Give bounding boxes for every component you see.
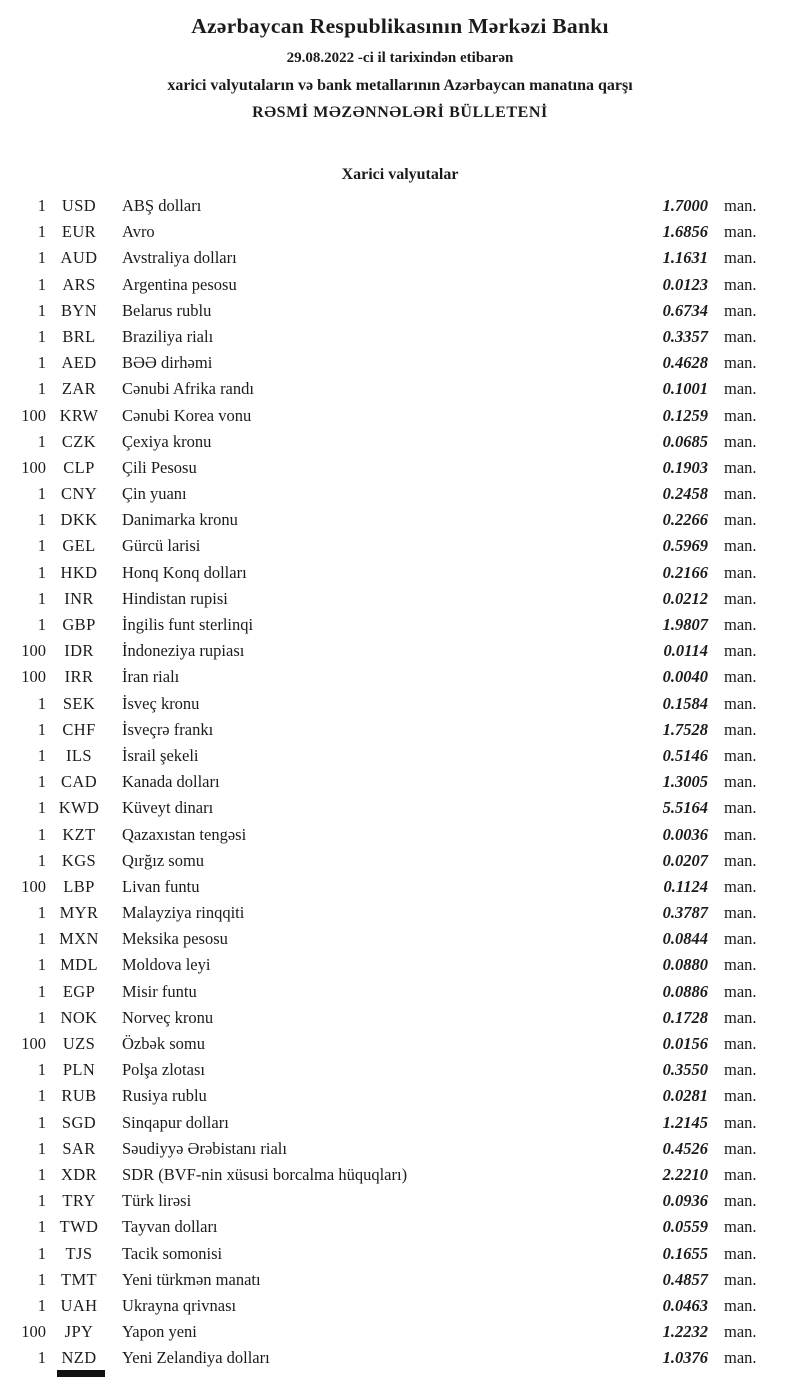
- currency-code: GEL: [62, 536, 96, 556]
- rate-unit: man.: [724, 693, 757, 713]
- rate-row: [0, 612, 770, 638]
- rate-unit: man.: [724, 1060, 757, 1080]
- quantity: 1: [37, 1191, 46, 1211]
- exchange-rate: 0.2458: [662, 484, 708, 504]
- rate-row: [0, 481, 770, 507]
- exchange-rate: 0.0685: [662, 431, 708, 451]
- quantity: 1: [37, 772, 46, 792]
- rate-row: [0, 193, 770, 219]
- quantity: 1: [37, 1060, 46, 1080]
- rate-row: [0, 769, 770, 795]
- quantity: 1: [37, 693, 46, 713]
- currency-code: ILS: [66, 745, 92, 765]
- currency-name: Çili Pesosu: [122, 457, 197, 477]
- currency-code: TMT: [60, 1269, 98, 1289]
- quantity: 1: [37, 615, 46, 634]
- rate-row: [0, 560, 770, 586]
- exchange-rate: 0.5969: [662, 536, 708, 556]
- rate-row: [0, 926, 770, 952]
- quantity: 1: [37, 850, 46, 870]
- currency-name: Gürcü larisi: [122, 536, 201, 556]
- rates-list: [0, 193, 800, 1371]
- rate-unit: man.: [724, 641, 757, 661]
- rate-row: [0, 533, 770, 559]
- currency-name: SDR (BVF-nin xüsusi borcalma hüquqları): [122, 1164, 408, 1184]
- currency-name: Misir funtu: [122, 981, 197, 1001]
- currency-code: JPY: [64, 1322, 94, 1342]
- currency-code: ARS: [62, 274, 96, 294]
- rate-unit: man.: [724, 1295, 757, 1315]
- currency-code: CZK: [61, 431, 97, 451]
- exchange-rate: 0.4526: [662, 1138, 708, 1158]
- currency-code: PLN: [62, 1060, 96, 1080]
- rate-row: [0, 952, 770, 978]
- rate-unit: man.: [724, 326, 757, 346]
- exchange-rate: 0.1728: [662, 1007, 708, 1027]
- rate-unit: man.: [724, 824, 757, 844]
- quantity: 1: [37, 903, 46, 923]
- quantity: 1: [37, 510, 46, 530]
- currency-name: İngilis funt sterlinqi: [122, 615, 254, 634]
- currency-name: Livan funtu: [122, 876, 200, 896]
- currency-code: ZAR: [61, 379, 97, 399]
- currency-code: KRW: [59, 405, 99, 425]
- quantity: 1: [37, 1348, 46, 1368]
- rate-unit: man.: [724, 1191, 757, 1211]
- rate-unit: man.: [724, 1217, 757, 1237]
- rate-row: [0, 455, 770, 481]
- rate-row: [0, 979, 770, 1005]
- rate-unit: man.: [724, 1138, 757, 1158]
- rate-unit: man.: [724, 588, 757, 608]
- currency-code: RUB: [61, 1086, 97, 1106]
- currency-code: EUR: [61, 222, 97, 242]
- currency-name: Özbək somu: [122, 1034, 205, 1053]
- rate-unit: man.: [724, 405, 757, 425]
- rate-row: [0, 1319, 770, 1345]
- rate-unit: man.: [724, 1269, 757, 1289]
- exchange-rate: 0.0123: [662, 274, 708, 294]
- currency-code: NZD: [61, 1348, 97, 1368]
- currency-code: TWD: [59, 1217, 99, 1237]
- quantity: 1: [37, 1243, 46, 1263]
- quantity: 1: [37, 981, 46, 1001]
- rate-row: [0, 1214, 770, 1240]
- rate-row: [0, 1267, 770, 1293]
- section-title-foreign-currencies: Xarici valyutalar: [341, 166, 459, 183]
- quantity: 1: [37, 536, 46, 556]
- quantity: 100: [21, 667, 46, 687]
- rate-unit: man.: [724, 1348, 757, 1368]
- exchange-rate: 0.4857: [662, 1269, 708, 1289]
- rate-row: [0, 900, 770, 926]
- quantity: 100: [21, 457, 46, 477]
- exchange-rate: 0.0844: [662, 929, 708, 949]
- exchange-rate: 0.2266: [662, 510, 708, 530]
- rate-row: [0, 1345, 770, 1371]
- rate-row: [0, 324, 770, 350]
- rate-unit: man.: [724, 1322, 757, 1342]
- currency-name: Avstraliya dolları: [122, 248, 237, 268]
- currency-name: Küveyt dinarı: [122, 798, 214, 818]
- currency-name: İsveç kronu: [122, 693, 200, 713]
- currency-code: KGS: [61, 850, 97, 870]
- rate-row: [0, 717, 770, 743]
- exchange-rate: 1.2145: [662, 1112, 708, 1132]
- currency-code: MDL: [60, 955, 98, 975]
- rate-row: [0, 664, 770, 690]
- currency-code: TRY: [62, 1191, 96, 1211]
- exchange-rate: 0.1655: [662, 1243, 708, 1263]
- exchange-rate: 0.0114: [663, 641, 708, 661]
- currency-code: CLP: [63, 457, 95, 477]
- exchange-rate: 0.0212: [662, 588, 708, 608]
- currency-name: Qırğız somu: [122, 850, 205, 870]
- rate-row: [0, 848, 770, 874]
- rate-unit: man.: [724, 1007, 757, 1027]
- rate-unit: man.: [724, 745, 757, 765]
- currency-code: UZS: [62, 1034, 96, 1053]
- quantity: 1: [37, 326, 46, 346]
- rate-unit: man.: [724, 772, 757, 792]
- quantity: 1: [37, 1007, 46, 1027]
- exchange-rate: 0.5146: [662, 745, 708, 765]
- rate-row: [0, 1241, 770, 1267]
- currency-name: Cənubi Afrika randı: [122, 379, 254, 399]
- exchange-rate: 0.2166: [662, 562, 708, 582]
- exchange-rate: 0.0559: [662, 1217, 708, 1237]
- bank-title: Azərbaycan Respublikasının Mərkəzi Bankı: [191, 14, 609, 38]
- currency-code: BYN: [60, 300, 98, 320]
- exchange-rate: 0.6734: [662, 300, 708, 320]
- currency-name: Yeni Zelandiya dolları: [122, 1348, 270, 1368]
- rate-row: [0, 429, 770, 455]
- rate-row: [0, 403, 770, 429]
- rate-row: [0, 272, 770, 298]
- currency-name: Tayvan dolları: [122, 1217, 218, 1237]
- quantity: 1: [37, 196, 46, 215]
- exchange-rate: 0.3357: [662, 326, 708, 346]
- rate-unit: man.: [724, 484, 757, 504]
- currency-name: Yapon yeni: [122, 1322, 197, 1342]
- currency-code: AED: [61, 353, 97, 373]
- currency-name: İsveçrə frankı: [122, 719, 214, 739]
- currency-name: Argentina pesosu: [122, 274, 237, 294]
- exchange-rate: 0.1903: [662, 457, 708, 477]
- currency-name: İndoneziya rupiası: [122, 641, 245, 661]
- currency-name: Çin yuanı: [122, 484, 187, 504]
- currency-name: Braziliya rialı: [122, 326, 214, 346]
- quantity: 100: [21, 1034, 46, 1053]
- exchange-rate: 1.0376: [662, 1348, 708, 1368]
- currency-name: Kanada dolları: [122, 772, 220, 792]
- rate-row: [0, 1083, 770, 1109]
- currency-code: UAH: [60, 1295, 98, 1315]
- currency-code: IDR: [64, 641, 94, 661]
- currency-name: Cənubi Korea vonu: [122, 405, 252, 425]
- rate-row: [0, 1057, 770, 1083]
- effective-date-line: 29.08.2022 -ci il tarixindən etibarən: [286, 50, 514, 66]
- rate-row: [0, 795, 770, 821]
- currency-code: SAR: [62, 1138, 96, 1158]
- rate-unit: man.: [724, 510, 757, 530]
- quantity: 1: [37, 1295, 46, 1315]
- quantity: 1: [37, 1217, 46, 1237]
- rate-row: [0, 1005, 770, 1031]
- rate-unit: man.: [724, 379, 757, 399]
- exchange-rate: 0.1259: [662, 405, 708, 425]
- exchange-rate: 0.0463: [662, 1295, 708, 1315]
- rate-unit: man.: [724, 955, 757, 975]
- rate-row: [0, 1110, 770, 1136]
- currency-name: Norveç kronu: [122, 1007, 214, 1027]
- quantity: 1: [37, 379, 46, 399]
- rate-row: [0, 1136, 770, 1162]
- exchange-rate: 0.0936: [662, 1191, 708, 1211]
- rate-unit: man.: [724, 667, 757, 687]
- quantity: 1: [37, 1164, 46, 1184]
- exchange-rate: 0.0886: [662, 981, 708, 1001]
- currency-name: Türk lirəsi: [122, 1191, 192, 1211]
- currency-code: CHF: [62, 719, 96, 739]
- subtitle-line-2: RƏSMİ MƏZƏNNƏLƏRİ BÜLLETENİ: [252, 104, 548, 121]
- rate-unit: man.: [724, 876, 757, 896]
- quantity: 1: [37, 484, 46, 504]
- currency-name: Hindistan rupisi: [122, 588, 228, 608]
- quantity: 1: [37, 1269, 46, 1289]
- rate-unit: man.: [724, 222, 757, 242]
- rate-unit: man.: [724, 562, 757, 582]
- exchange-rate: 1.7528: [662, 719, 708, 739]
- quantity: 1: [37, 1086, 46, 1106]
- rate-unit: man.: [724, 798, 757, 818]
- currency-name: Ukrayna qrivnası: [122, 1295, 237, 1315]
- exchange-rate: 0.0207: [662, 850, 708, 870]
- currency-name: Avro: [122, 222, 155, 242]
- currency-name: Meksika pesosu: [122, 929, 228, 949]
- currency-name: ABŞ dolları: [122, 196, 202, 215]
- rate-unit: man.: [724, 719, 757, 739]
- currency-name: Rusiya rublu: [122, 1086, 207, 1106]
- currency-code: CNY: [60, 484, 98, 504]
- rate-unit: man.: [724, 1112, 757, 1132]
- currency-code: BRL: [62, 326, 96, 346]
- exchange-rate: 0.1001: [662, 379, 708, 399]
- quantity: 1: [37, 955, 46, 975]
- rate-row: [0, 245, 770, 271]
- rate-row: [0, 691, 770, 717]
- currency-code: LBP: [63, 876, 95, 896]
- rate-unit: man.: [724, 1164, 757, 1184]
- rate-unit: man.: [724, 1243, 757, 1263]
- exchange-rate: 1.6856: [662, 222, 708, 242]
- rate-unit: man.: [724, 274, 757, 294]
- exchange-rate: 0.1124: [663, 876, 708, 896]
- rate-row: [0, 219, 770, 245]
- currency-name: Qazaxıstan tengəsi: [122, 824, 247, 844]
- exchange-rate: 0.0880: [662, 955, 708, 975]
- quantity: 1: [37, 745, 46, 765]
- quantity: 1: [37, 929, 46, 949]
- rate-row: [0, 376, 770, 402]
- exchange-rate: 1.2232: [662, 1322, 708, 1342]
- currency-code: MYR: [59, 903, 99, 923]
- rate-unit: man.: [724, 903, 757, 923]
- rate-unit: man.: [724, 850, 757, 870]
- rate-unit: man.: [724, 196, 757, 215]
- rate-unit: man.: [724, 353, 757, 373]
- currency-code: EGP: [62, 981, 96, 1001]
- rate-unit: man.: [724, 431, 757, 451]
- exchange-rate: 1.7000: [662, 196, 708, 215]
- rate-row: [0, 638, 770, 664]
- exchange-rate: 0.0281: [662, 1086, 708, 1106]
- currency-code: MXN: [59, 929, 99, 949]
- currency-name: Çexiya kronu: [122, 431, 212, 451]
- exchange-rate: 0.4628: [662, 353, 708, 373]
- currency-code: DKK: [60, 510, 98, 530]
- rate-row: [0, 822, 770, 848]
- currency-name: Tacik somonisi: [122, 1243, 223, 1263]
- currency-code: TJS: [65, 1243, 93, 1263]
- quantity: 1: [37, 719, 46, 739]
- rate-unit: man.: [724, 536, 757, 556]
- currency-code: KZT: [62, 824, 96, 844]
- rate-unit: man.: [724, 615, 757, 634]
- currency-name: İran rialı: [122, 667, 180, 687]
- currency-code: NOK: [60, 1007, 98, 1027]
- exchange-rate: 1.1631: [662, 248, 708, 268]
- currency-name: Honq Konq dolları: [122, 562, 247, 582]
- document-header: [0, 0, 800, 126]
- currency-name: Yeni türkmən manatı: [122, 1269, 261, 1289]
- currency-name: Səudiyyə Ərəbistanı rialı: [122, 1138, 287, 1158]
- currency-code: INR: [64, 588, 94, 608]
- quantity: 1: [37, 1112, 46, 1132]
- currency-name: BƏƏ dirhəmi: [122, 353, 213, 373]
- currency-name: Polşa zlotası: [122, 1060, 205, 1080]
- currency-code: HKD: [60, 562, 98, 582]
- rate-row: [0, 586, 770, 612]
- quantity: 1: [37, 431, 46, 451]
- currency-name: Malayziya rinqqiti: [122, 903, 245, 923]
- currency-name: Belarus rublu: [122, 300, 212, 320]
- rate-unit: man.: [724, 1034, 757, 1053]
- quantity: 1: [37, 1138, 46, 1158]
- rate-row: [0, 1031, 770, 1057]
- rate-row: [0, 743, 770, 769]
- rate-unit: man.: [724, 248, 757, 268]
- rate-unit: man.: [724, 1086, 757, 1106]
- currency-name: Danimarka kronu: [122, 510, 238, 530]
- rate-unit: man.: [724, 929, 757, 949]
- exchange-rate: 1.3005: [662, 772, 708, 792]
- currency-code: GBP: [62, 615, 96, 634]
- rate-row: [0, 507, 770, 533]
- quantity: 100: [21, 876, 46, 896]
- currency-name: Sinqapur dolları: [122, 1112, 229, 1132]
- exchange-rate: 1.9807: [662, 615, 708, 634]
- quantity: 1: [37, 222, 46, 242]
- exchange-rate: 5.5164: [662, 798, 708, 818]
- exchange-rate: 0.3550: [662, 1060, 708, 1080]
- exchange-rate: 2.2210: [662, 1164, 708, 1184]
- currency-code: USD: [61, 196, 97, 215]
- currency-code: SEK: [62, 693, 96, 713]
- quantity: 1: [37, 562, 46, 582]
- exchange-rate: 0.1584: [662, 693, 708, 713]
- currency-code: IRR: [64, 667, 94, 687]
- currency-name: İsrail şekeli: [122, 745, 199, 765]
- quantity: 1: [37, 248, 46, 268]
- quantity: 1: [37, 824, 46, 844]
- currency-code: XDR: [60, 1164, 98, 1184]
- exchange-rate: 0.0156: [662, 1034, 708, 1053]
- exchange-rate: 0.0036: [662, 824, 708, 844]
- rate-row: [0, 1293, 770, 1319]
- quantity: 1: [37, 274, 46, 294]
- quantity: 100: [21, 405, 46, 425]
- rate-unit: man.: [724, 981, 757, 1001]
- subtitle-line-1: xarici valyutaların və bank metallarının Azərbaycan manatına qarşı: [167, 77, 633, 94]
- currency-name: Moldova leyi: [122, 955, 211, 975]
- quantity: 100: [21, 641, 46, 661]
- quantity: 1: [37, 798, 46, 818]
- currency-code: KWD: [58, 798, 100, 818]
- rate-unit: man.: [724, 300, 757, 320]
- rate-row: [0, 1162, 770, 1188]
- currency-code: AUD: [60, 248, 98, 268]
- quantity: 1: [37, 300, 46, 320]
- currency-code: SGD: [61, 1112, 97, 1132]
- exchange-rate: 0.3787: [662, 903, 708, 923]
- rate-row: [0, 298, 770, 324]
- rate-row: [0, 1188, 770, 1214]
- quantity: 1: [37, 353, 46, 373]
- exchange-rate: 0.0040: [662, 667, 708, 687]
- rate-row: [0, 350, 770, 376]
- quantity: 100: [21, 1322, 46, 1342]
- rate-unit: man.: [724, 457, 757, 477]
- rate-row: [0, 874, 770, 900]
- quantity: 1: [37, 588, 46, 608]
- currency-code: CAD: [60, 772, 98, 792]
- page-cutoff-artifact: [57, 1370, 105, 1377]
